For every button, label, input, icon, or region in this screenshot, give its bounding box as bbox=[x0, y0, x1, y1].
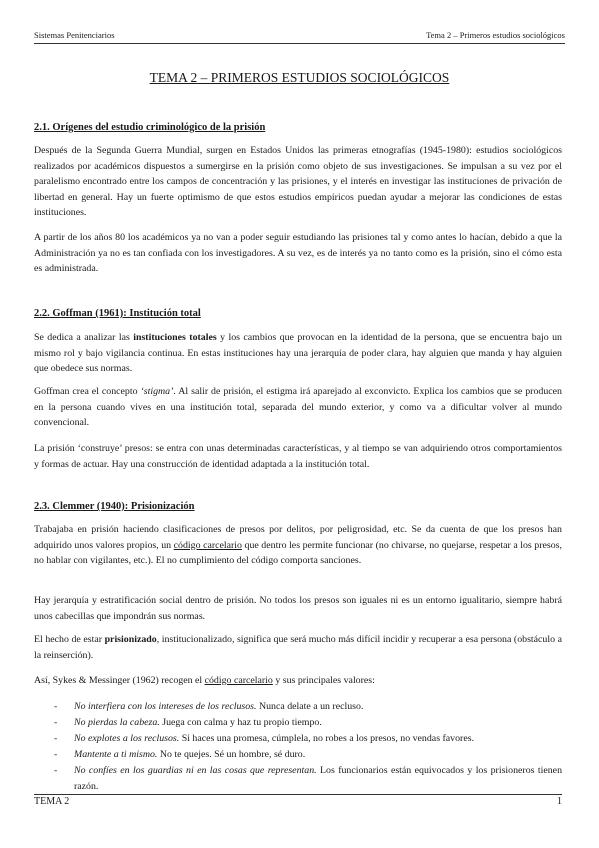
header-left: Sistemas Penitenciarios bbox=[34, 30, 115, 40]
list-item: - Mantente a ti mismo. No te quejes. Sé un hombre, sé duro. bbox=[54, 749, 306, 760]
underlined-term: código carcelario bbox=[173, 539, 242, 551]
document-title: TEMA 2 – PRIMEROS ESTUDIOS SOCIOLÓGICOS bbox=[149, 70, 450, 85]
header-right: Tema 2 – Primeros estudios sociológicos bbox=[426, 30, 565, 40]
footer-left: TEMA 2 bbox=[34, 796, 70, 807]
paragraph: Así, Sykes & Messinger (1962) recogen el código carcelario y sus principales valores: bbox=[34, 675, 375, 686]
page-header bbox=[34, 30, 565, 44]
paragraph: Goffman crea el concepto ‘stigma’. Al salir de prisión, el estigma irá aparejado al exconvicto. Explica los cambios que se producen en la persona cuando vives en una institución total, separada del mundo exterior, y como va a dificultar volver al mundo convencional. bbox=[34, 386, 562, 428]
paragraph: Trabajaba en prisión haciendo clasificaciones de presos por delitos, por peligrosidad, etc. Se da cuenta de que los presos han adquirido unos valores propios, un código carcelario que dentro les permite funcionar (no chivarse, no quejarse, respetar a los presos, no hablar con vigilantes, etc.). El no cumplimiento del código comporta sanciones. bbox=[34, 524, 562, 566]
list-item: - No confíes en los guardias ni en las cosas que representan. Los funcionarios están equivocados y los prisioneros tienen razón. bbox=[54, 765, 563, 792]
page-number: 1 bbox=[557, 796, 562, 807]
paragraph: La prisión ‘construye’ presos: se entra con unas determinadas características, y al tiempo se van adquiriendo otros comportamientos y formas de actuar. Hay una construcción de identidad adaptada a la institución total. bbox=[34, 443, 562, 470]
paragraph: El hecho de estar prisionizado, institucionalizado, significa que será mucho más difícil incidir y recuperar a esa persona (obstáculo a la reinserción). bbox=[34, 634, 562, 661]
paragraph: A partir de los años 80 los académicos ya no van a poder seguir estudiando las prisiones tal y como antes lo hacían, debido a que la Administración ya no es tan confiada con los investigadores. A su vez, es de interés ya no tanto como es la prisión, sino el cómo esta es administrada. bbox=[34, 232, 562, 274]
italic-term: ‘stigma’ bbox=[140, 386, 174, 397]
section-heading-2-1: 2.1. Orígenes del estudio criminológico de la prisión bbox=[34, 122, 266, 133]
underlined-term: código carcelario bbox=[204, 675, 273, 686]
section-heading-2-3: 2.3. Clemmer (1940): Prisionización bbox=[34, 501, 195, 512]
page-footer bbox=[34, 794, 562, 807]
list-item: - No interfiera con los intereses de los reclusos. Nunca delate a un recluso. bbox=[54, 701, 364, 712]
paragraph: Se dedica a analizar las instituciones totales y los cambios que provocan en la identidad de la persona, que se encuentra bajo un mismo rol y bajo vigilancia continua. En estas instituciones hay una jerarquía de poder clara, hay alguien que manda y hay alguien que obedece sus normas. bbox=[34, 332, 562, 374]
bold-term: prisionizado bbox=[104, 634, 157, 645]
list-item: - No explotes a los reclusos. Si haces una promesa, cúmplela, no robes a los presos, no vendas favores. bbox=[54, 733, 475, 744]
paragraph: Hay jerarquía y estratificación social dentro de prisión. No todos los presos son iguales ni es un entorno igualitario, siempre habrá unos cabecillas que impondrán sus normas. bbox=[34, 595, 562, 622]
bold-term: instituciones totales bbox=[133, 332, 217, 343]
list-item: - No pierdas la cabeza. Juega con calma y haz tu propio tiempo. bbox=[54, 717, 322, 728]
paragraph: Después de la Segunda Guerra Mundial, surgen en Estados Unidos las primeras etnografías (1945-1980): estudios sociológicos realizados por académicos dispuestos a sumergirse en la prisión como objeto de sus investigaciones. Se impulsan a su vez por el paralelismo encontrado entre los campos de concentración y las prisiones, y el interés en investigar las instituciones de privación de libertad en general. Hay un fuerte optimismo de que estos estudios empíricos puedan ayudar a mejorar las condiciones de estas instituciones. bbox=[34, 145, 562, 218]
code-values-list bbox=[54, 699, 562, 795]
section-heading-2-2: 2.2. Goffman (1961): Institución total bbox=[34, 308, 201, 319]
